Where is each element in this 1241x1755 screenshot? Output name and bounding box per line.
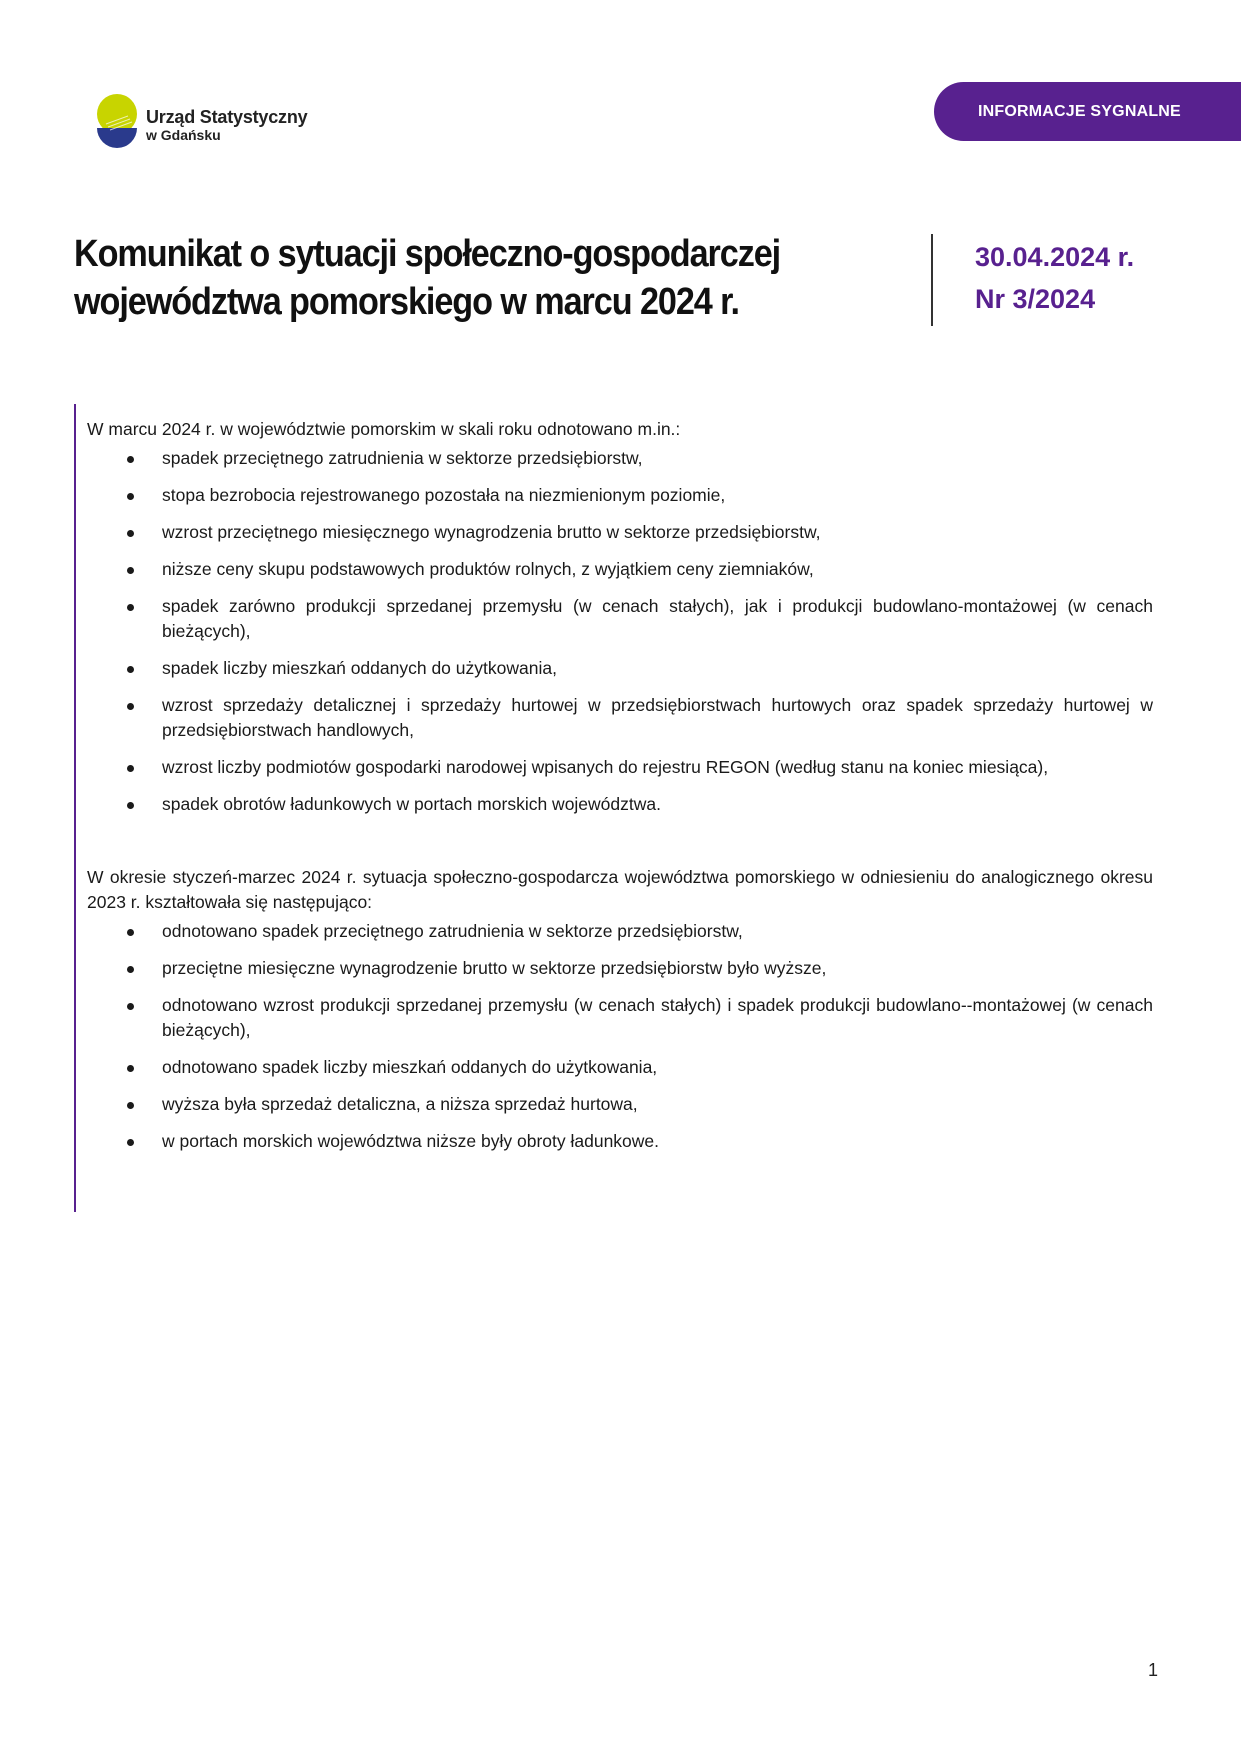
- bullet-icon: [127, 530, 134, 537]
- list-item: [87, 656, 1153, 681]
- list-item: [87, 919, 1153, 944]
- section2-intro: W okresie styczeń-marzec 2024 r. sytuacja społeczno-gospodarcza województwa pomorskiego w odniesieniu do analogicznego okresu 2023 r. kształtowała się następująco:: [87, 867, 1153, 912]
- list-item: [87, 693, 1153, 743]
- list-item-text: spadek obrotów ładunkowych w portach morskich województwa.: [162, 794, 661, 814]
- logo-name: Urząd Statystyczny: [146, 106, 308, 127]
- release-date: 30.04.2024 r.: [975, 242, 1135, 272]
- list-item-text: spadek zarówno produkcji sprzedanej przemysłu (w cenach stałych), jak i produkcji budowlano-montażowej (w cenach bieżących),: [162, 596, 1153, 641]
- bullet-icon: [127, 567, 134, 574]
- list-item: [87, 1055, 1153, 1080]
- bullet-icon: [127, 456, 134, 463]
- list-item-text: wzrost przeciętnego miesięcznego wynagrodzenia brutto w sektorze przedsiębiorstw,: [162, 522, 821, 542]
- title-line-1: Komunikat o sytuacji społeczno-gospodarczej: [74, 233, 781, 275]
- logo-subname: w Gdańsku: [146, 127, 221, 144]
- category-badge: INFORMACJE SYGNALNE: [934, 82, 1241, 141]
- document-title: [74, 230, 866, 326]
- organization-logo: [96, 94, 307, 156]
- list-item: [87, 594, 1153, 644]
- list-item-text: odnotowano wzrost produkcji sprzedanej przemysłu (w cenach stałych) i spadek produkcji budowlano--montażowej (w cenach bieżących),: [162, 995, 1153, 1040]
- list-item-text: niższe ceny skupu podstawowych produktów rolnych, z wyjątkiem ceny ziemniaków,: [162, 559, 814, 579]
- bullet-icon: [127, 666, 134, 673]
- list-item-text: wzrost liczby podmiotów gospodarki narodowej wpisanych do rejestru REGON (według stanu na koniec miesiąca),: [162, 757, 1049, 777]
- list-item-text: odnotowano spadek liczby mieszkań oddanych do użytkowania,: [162, 1057, 658, 1077]
- list-item-text: odnotowano spadek przeciętnego zatrudnienia w sektorze przedsiębiorstw,: [162, 921, 743, 941]
- list-item-text: w portach morskich województwa niższe były obroty ładunkowe.: [162, 1131, 660, 1151]
- section2-list: [87, 919, 1153, 1154]
- title-line-2: województwa pomorskiego w marcu 2024 r.: [74, 281, 739, 323]
- summary-section: [74, 404, 1153, 1212]
- list-item: [87, 446, 1153, 471]
- page-number: 1: [1148, 1660, 1159, 1680]
- bullet-icon: [127, 604, 134, 611]
- list-item-text: wyższa była sprzedaż detaliczna, a niższa sprzedaż hurtowa,: [162, 1094, 638, 1114]
- list-item: [87, 755, 1153, 780]
- list-item: [87, 993, 1153, 1043]
- list-item: [87, 956, 1153, 981]
- title-divider: [931, 234, 933, 326]
- list-item: [87, 1129, 1153, 1154]
- list-item-text: wzrost sprzedaży detalicznej i sprzedaży hurtowej w przedsiębiorstwach hurtowych oraz spadek sprzedaży hurtowej w przedsiębiorstwach handlowych,: [162, 695, 1153, 740]
- bullet-icon: [127, 493, 134, 500]
- release-number: Nr 3/2024: [975, 284, 1096, 314]
- bullet-icon: [127, 1003, 134, 1010]
- list-item: [87, 1092, 1153, 1117]
- bullet-icon: [127, 802, 134, 809]
- bullet-icon: [127, 703, 134, 710]
- logo-emblem-icon: [96, 94, 138, 156]
- bullet-icon: [127, 765, 134, 772]
- list-item-text: spadek liczby mieszkań oddanych do użytkowania,: [162, 658, 557, 678]
- bullet-icon: [127, 1065, 134, 1072]
- list-item-text: spadek przeciętnego zatrudnienia w sektorze przedsiębiorstw,: [162, 448, 643, 468]
- list-item-text: przeciętne miesięczne wynagrodzenie brutto w sektorze przedsiębiorstw było wyższe,: [162, 958, 827, 978]
- release-meta: [975, 236, 1134, 320]
- bullet-icon: [127, 1139, 134, 1146]
- list-item: [87, 792, 1153, 817]
- list-item: [87, 557, 1153, 582]
- bullet-icon: [127, 1102, 134, 1109]
- list-item: [87, 483, 1153, 508]
- bullet-icon: [127, 929, 134, 936]
- list-item-text: stopa bezrobocia rejestrowanego pozostała na niezmienionym poziomie,: [162, 485, 726, 505]
- bullet-icon: [127, 966, 134, 973]
- list-item: [87, 520, 1153, 545]
- section1-intro: W marcu 2024 r. w województwie pomorskim w skali roku odnotowano m.in.:: [87, 419, 681, 439]
- section1-list: [87, 446, 1153, 817]
